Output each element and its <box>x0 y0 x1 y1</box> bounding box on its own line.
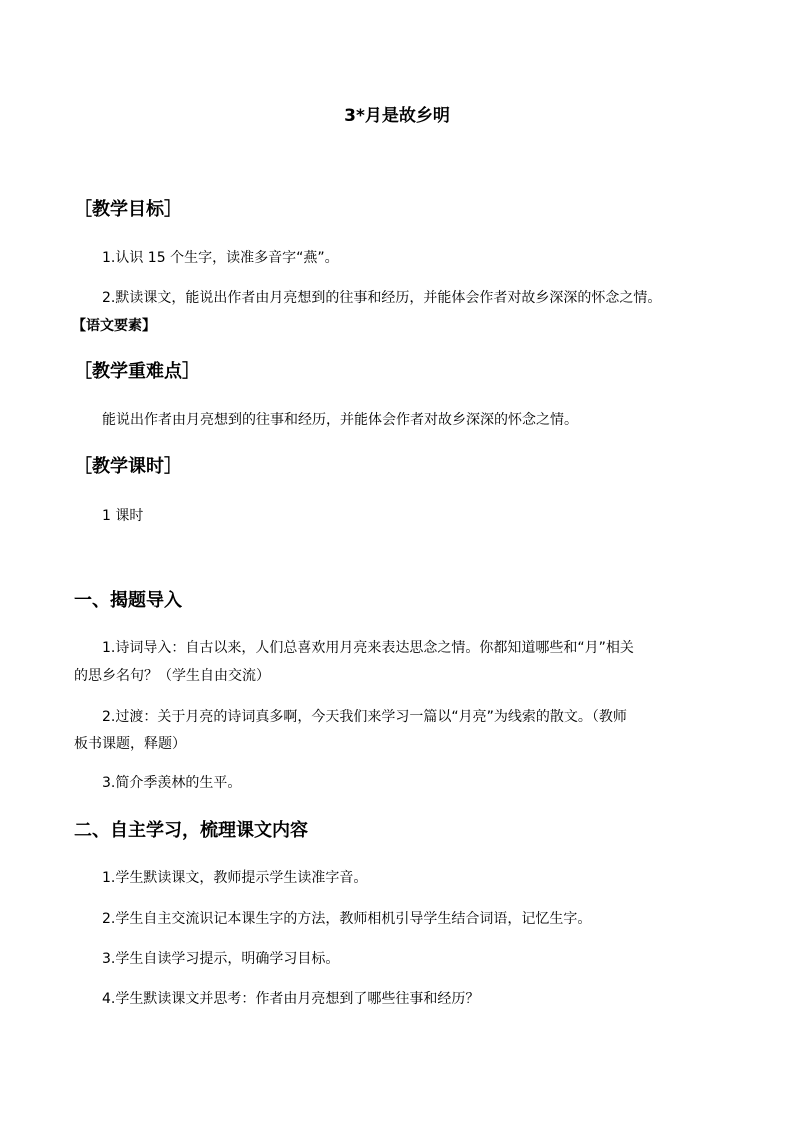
section-one-heading: 一、揭题导入 <box>74 590 182 611</box>
section-one-item-3: 3.简介季羡林的生平。 <box>102 775 242 791</box>
class-hours-heading: ［教学课时］ <box>74 456 182 477</box>
section-two-item-2: 2.学生自主交流识记本课生字的方法，教师相机引导学生结合词语，记忆生字。 <box>102 911 592 927</box>
lesson-title: 3*月是故乡明 <box>344 106 450 126</box>
section-two-item-4: 4.学生默读课文并思考：作者由月亮想到了哪些往事和经历？ <box>102 991 480 1007</box>
teaching-goal-2: 2.默读课文，能说出作者由月亮想到的往事和经历，并能体会作者对故乡深深的怀念之情。 <box>102 290 662 306</box>
teaching-goals-heading: ［教学目标］ <box>74 199 182 220</box>
section-two-item-3: 3.学生自读学习提示，明确学习目标。 <box>102 951 340 967</box>
class-hours-text: 1 课时 <box>102 508 144 524</box>
section-one-item-1-line-2: 的思乡名句？（学生自由交流） <box>74 668 270 684</box>
key-points-heading: ［教学重难点］ <box>74 361 200 382</box>
key-points-text: 能说出作者由月亮想到的往事和经历，并能体会作者对故乡深深的怀念之情。 <box>102 412 578 428</box>
teaching-goal-1: 1.认识 15 个生字，读准多音字“燕”。 <box>102 250 339 266</box>
section-two-heading: 二、自主学习，梳理课文内容 <box>74 820 308 841</box>
section-two-item-1: 1.学生默读课文，教师提示学生读准字音。 <box>102 870 368 886</box>
section-one-item-1-line-1: 1.诗词导入：自古以来，人们总喜欢用月亮来表达思念之情。你都知道哪些和“月”相关 <box>102 640 634 656</box>
section-one-item-2-line-1: 2.过渡：关于月亮的诗词真多啊，今天我们来学习一篇以“月亮”为线索的散文。（教师 <box>102 709 627 725</box>
section-one-item-2-line-2: 板书课题，释题） <box>74 736 186 752</box>
language-elements-tag: 【语文要素】 <box>72 318 156 334</box>
